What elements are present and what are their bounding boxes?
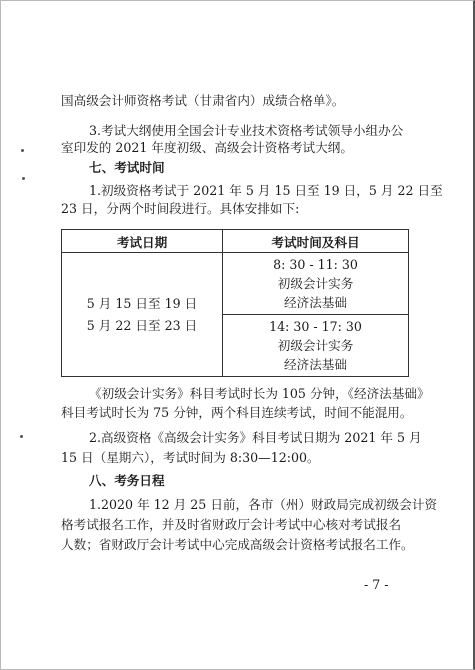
paragraph-line: 国高级会计师资格考试（甘肃省内）成绩合格单》。 <box>61 93 345 108</box>
paragraph-line: 室印发的 2021 年度初级、高级会计资格考试大纲。 <box>61 140 353 155</box>
paragraph-line: 《初级会计实务》科目考试时长为 105 分钟，《经济法基础》 <box>89 386 430 401</box>
slot-subject: 初级会计实务 <box>277 338 354 353</box>
date-range-1: 5 月 15 日至 19 日 <box>86 295 198 311</box>
paragraph-line: 格考试报名工作，并及时省财政厅会计考试中心核对考试报名 <box>61 517 402 532</box>
scan-mark <box>21 149 24 152</box>
slot-time: 8: 30 - 11: 30 <box>273 257 358 272</box>
paragraph-line: 1.初级资格考试于 2021 年 5 月 15 日至 19 日，5 月 22 日至 <box>89 183 443 198</box>
slot-subject: 经济法基础 <box>284 357 347 372</box>
slot-time: 14: 30 - 17: 30 <box>269 319 362 334</box>
scan-mark <box>22 177 25 180</box>
scan-mark <box>20 435 23 438</box>
paragraph-line: 人数；省财政厅会计考试中心完成高级会计资格考试报名工作。 <box>61 537 414 552</box>
table-header-date: 考试日期 <box>62 230 223 253</box>
page-number: - 7 - <box>364 577 389 592</box>
exam-schedule-table <box>61 229 409 377</box>
date-range-2: 5 月 22 日至 23 日 <box>86 317 198 333</box>
table-header-row <box>62 230 409 253</box>
slot-subject: 经济法基础 <box>284 295 347 310</box>
paragraph-line: 15 日（星期六），考试时间为 8:30—12:00。 <box>61 450 320 465</box>
morning-slot-cell <box>223 253 409 315</box>
afternoon-slot-cell <box>223 315 409 377</box>
paragraph-line: 科目考试时长为 75 分钟，两个科目连续考试，时间不能混用。 <box>61 405 413 420</box>
exam-dates-cell <box>62 253 223 377</box>
paragraph-line: 3.考试大纲使用全国会计专业技术资格考试领导小组办公 <box>89 123 404 138</box>
table-row <box>62 253 409 315</box>
paragraph-line: 23 日，分两个时间段进行。具体安排如下: <box>61 201 300 216</box>
table-header-time: 考试时间及科目 <box>223 230 409 253</box>
section-heading-7: 七、考试时间 <box>89 160 165 175</box>
slot-subject: 初级会计实务 <box>277 276 354 291</box>
paragraph-line: 2.高级资格《高级会计实务》科目考试日期为 2021 年 5 月 <box>89 430 422 445</box>
paragraph-line: 1.2020 年 12 月 25 日前，各市（州）财政局完成初级会计资 <box>89 497 438 512</box>
section-heading-8: 八、考务日程 <box>89 473 165 488</box>
